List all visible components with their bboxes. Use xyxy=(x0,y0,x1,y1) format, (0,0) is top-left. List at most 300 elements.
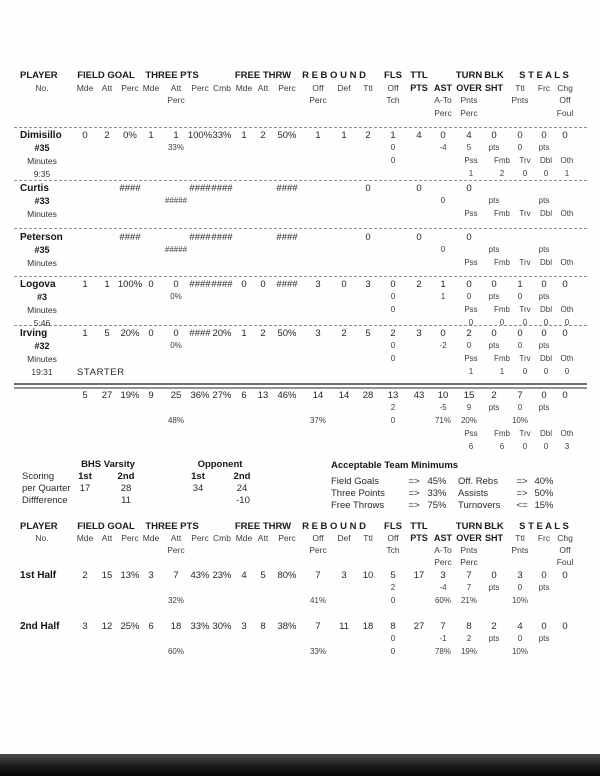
second-half-l0-tp_att: 18 xyxy=(170,621,182,632)
dimisillo-l1-to: 5 xyxy=(466,143,472,152)
header2-l0-name: PLAYER xyxy=(20,521,58,532)
irving-l0-chg: 0 xyxy=(562,328,568,339)
logova-l2-fmb: Fmb xyxy=(494,305,510,314)
first-half-l2-fls: 0 xyxy=(390,596,396,605)
irving-l1-to: 0 xyxy=(466,341,472,350)
header2-l0-grp_stl: S T E A L S xyxy=(519,521,569,532)
logova-l0-chg: 0 xyxy=(562,279,568,290)
curtis-l2-dbl: Dbl xyxy=(539,209,552,218)
totals-l3-trv: Trv xyxy=(519,429,531,438)
totals-l1-ast: -5 xyxy=(439,403,447,412)
header1-l1-rb_off: Off xyxy=(312,82,324,93)
second-half-l0-frc: 0 xyxy=(541,621,547,632)
curtis-l0-to: 0 xyxy=(466,183,472,194)
irving-l0-ft_perc: 50% xyxy=(277,328,297,339)
header1-l0-grp_fg: FIELD GOAL xyxy=(77,70,135,81)
peterson-l0-tp_perc: #### xyxy=(189,232,211,243)
dimisillo-l0-fls: 1 xyxy=(390,130,396,141)
page-bottom-bar xyxy=(0,754,600,776)
totals-l0-ft_mde: 6 xyxy=(241,390,247,401)
minimum-op2-0: => xyxy=(516,476,528,487)
totals-l2-fls: 0 xyxy=(390,416,396,425)
totals-l0-fls: 13 xyxy=(387,390,399,401)
second-half-l0-fg_mde: 3 xyxy=(82,621,88,632)
header2-l1-tp_cmb: Cmb xyxy=(213,533,231,543)
logova-l0-ast: 1 xyxy=(440,279,446,290)
row-divider-dashed xyxy=(14,127,587,128)
second-half-l0-ft_perc: 38% xyxy=(277,621,297,632)
header1-l1-tp_cmb: Cmb xyxy=(213,82,231,93)
irving-l0-rb_off: 3 xyxy=(315,328,321,339)
dimisillo-l0-tp_cmb: 33% xyxy=(212,130,232,141)
peterson-l2-sub: Minutes xyxy=(27,258,57,268)
header1-l1-tp_mde: Mde xyxy=(142,82,160,93)
peterson-l2-oth: Oth xyxy=(560,258,574,267)
logova-l2-trv: Trv xyxy=(519,305,531,314)
first-half-l0-fg_att: 15 xyxy=(101,570,113,581)
second-half-l1-fls: 0 xyxy=(390,634,396,643)
first-half-l0-frc: 0 xyxy=(541,570,547,581)
totals-l2-ast: 71% xyxy=(434,416,451,425)
header2-l1-fg_perc: Perc xyxy=(121,533,139,543)
irving-l3-sub: 19:31 xyxy=(31,367,53,377)
dimisillo-l1-ast: -4 xyxy=(439,143,447,152)
scoring-row-label-0: Scoring xyxy=(22,471,55,482)
curtis-l0-rb_ttl: 0 xyxy=(365,183,371,194)
first-half-l0-ft_mde: 4 xyxy=(241,570,247,581)
dimisillo-l0-rb_ttl: 2 xyxy=(365,130,371,141)
first-half-l1-to: 7 xyxy=(466,583,472,592)
second-half-l1-ast: -1 xyxy=(439,634,447,643)
totals-l3-dbl: Dbl xyxy=(539,429,552,438)
peterson-l0-ft_perc: #### xyxy=(276,232,298,243)
second-half-l0-pts: 27 xyxy=(413,621,425,632)
dimisillo-l3-pss: 1 xyxy=(468,169,474,178)
curtis-l1-tp_att: ##### xyxy=(164,196,188,205)
header1-l2-to: Pnts xyxy=(460,95,478,105)
logova-l3-dbl: 0 xyxy=(543,318,549,327)
logova-l0-tp_att: 0 xyxy=(173,279,179,290)
scoring-col-label-2: 1st xyxy=(191,471,205,482)
dimisillo-l2-pss: Pss xyxy=(464,156,478,165)
totals-l4-trv: 0 xyxy=(522,442,528,451)
totals-double-rule xyxy=(14,383,587,389)
minimum-op-2: => xyxy=(408,500,420,511)
dimisillo-l0-name: Dimisillo xyxy=(20,130,62,141)
header1-l3-ast: Perc xyxy=(434,107,452,118)
totals-l1-stl: 0 xyxy=(517,403,523,412)
totals-l2-to: 20% xyxy=(460,416,477,425)
totals-l1-frc: pts xyxy=(538,403,550,412)
irving-l0-frc: 0 xyxy=(541,328,547,339)
logova-l0-to: 0 xyxy=(466,279,472,290)
totals-l0-ft_att: 13 xyxy=(257,390,269,401)
header1-l1-ft_perc: Perc xyxy=(278,82,296,93)
dimisillo-l0-blk: 0 xyxy=(491,130,497,141)
dimisillo-l0-fg_perc: 0% xyxy=(123,130,137,141)
logova-l1-sub: #3 xyxy=(36,292,47,302)
second-half-l0-to: 8 xyxy=(466,621,472,632)
header1-l0-grp_tp: THREE PTS xyxy=(145,70,199,81)
header2-l0-blk: BLK xyxy=(484,521,504,532)
totals-l0-tp_att: 25 xyxy=(170,390,182,401)
logova-l2-sub: Minutes xyxy=(27,305,57,315)
dimisillo-l0-tp_mde: 1 xyxy=(148,130,154,141)
totals-l4-fmb: 6 xyxy=(499,442,505,451)
dimisillo-l1-blk: pts xyxy=(488,143,500,152)
scoring-row-label-1: per Quarter xyxy=(22,483,71,494)
header1-l0-blk: BLK xyxy=(484,70,504,81)
header1-l1-ft_att: Att xyxy=(257,82,269,93)
dimisillo-l2-fls: 0 xyxy=(390,156,396,165)
header1-l1-frc: Frc xyxy=(537,82,551,93)
irving-l1-frc: pts xyxy=(538,341,550,350)
second-half-l1-blk: pts xyxy=(488,634,500,643)
header1-l2-tp_att: Perc xyxy=(167,95,185,105)
minimum-label2-2: Turnovers xyxy=(458,500,501,511)
header2-l0-grp_rb: R E B O U N D xyxy=(302,521,366,532)
header2-l1-ft_att: Att xyxy=(257,533,269,543)
second-half-l2-tp_att: 60% xyxy=(167,647,184,656)
header2-l1-tp_att: Att xyxy=(170,533,182,543)
logova-l0-tp_cmb: #### xyxy=(211,279,233,290)
curtis-l1-ast: 0 xyxy=(440,196,446,205)
peterson-l2-fmb: Fmb xyxy=(494,258,510,267)
dimisillo-l0-to: 4 xyxy=(466,130,472,141)
second-half-l0-fls: 8 xyxy=(390,621,396,632)
totals-l0-rb_off: 14 xyxy=(312,390,324,401)
first-half-l0-name: 1st Half xyxy=(20,570,57,581)
logova-l0-ft_att: 0 xyxy=(260,279,266,290)
first-half-l0-ft_perc: 80% xyxy=(277,570,297,581)
irving-l3-fmb: 1 xyxy=(499,367,505,376)
logova-l1-ast: 1 xyxy=(440,292,446,301)
totals-l3-oth: Oth xyxy=(560,429,574,438)
totals-l4-pss: 6 xyxy=(468,442,474,451)
second-half-l0-tp_perc: 33% xyxy=(190,621,210,632)
totals-l2-tp_att: 48% xyxy=(167,416,184,425)
logova-l2-oth: Oth xyxy=(560,305,574,314)
dimisillo-l2-sub: Minutes xyxy=(27,156,57,166)
curtis-l2-trv: Trv xyxy=(519,209,531,218)
quarter-value-2: 34 xyxy=(192,483,204,494)
dimisillo-l0-ft_att: 2 xyxy=(260,130,266,141)
first-half-l1-fls: 2 xyxy=(390,583,396,592)
header1-l1-fg_mde: Mde xyxy=(76,82,94,93)
dimisillo-l3-sub: 9:35 xyxy=(33,169,51,179)
minimum-op-0: => xyxy=(408,476,420,487)
totals-l0-frc: 0 xyxy=(541,390,547,401)
minimum-label-2: Free Throws xyxy=(331,500,385,511)
minimum-op2-1: => xyxy=(516,488,528,499)
header2-l1-chg: Chg xyxy=(557,533,573,543)
totals-l2-rb_off: 37% xyxy=(309,416,326,425)
quarter-value-1: 28 xyxy=(120,483,132,494)
dimisillo-l0-fg_att: 2 xyxy=(104,130,110,141)
first-half-l0-fg_perc: 13% xyxy=(120,570,140,581)
logova-l0-frc: 0 xyxy=(541,279,547,290)
peterson-l1-sub: #35 xyxy=(34,245,50,255)
header1-l1-blk: SHT xyxy=(485,82,503,93)
header2-l1-ast: AST xyxy=(434,533,452,543)
irving-l3-oth: 0 xyxy=(564,367,570,376)
curtis-l2-sub: Minutes xyxy=(27,209,57,219)
logova-l0-rb_def: 0 xyxy=(341,279,347,290)
dimisillo-l0-rb_off: 1 xyxy=(315,130,321,141)
totals-l1-blk: pts xyxy=(488,403,500,412)
peterson-l0-to: 0 xyxy=(466,232,472,243)
irving-l0-fg_mde: 1 xyxy=(82,328,88,339)
peterson-l2-trv: Trv xyxy=(519,258,531,267)
dimisillo-l0-tp_perc: 100% xyxy=(187,130,213,141)
first-half-l1-blk: pts xyxy=(488,583,500,592)
peterson-l2-pss: Pss xyxy=(464,258,478,267)
header2-l0-to: TURN xyxy=(455,521,483,532)
first-half-l2-rb_off: 41% xyxy=(309,596,326,605)
header1-l1-tp_att: Att xyxy=(170,82,182,93)
header2-l1-rb_ttl: Ttl xyxy=(363,533,373,543)
minimum-label-1: Three Points xyxy=(331,488,385,499)
totals-l0-rb_ttl: 28 xyxy=(362,390,374,401)
header2-l1-pts: PTS xyxy=(410,533,428,543)
first-half-l0-tp_cmb: 23% xyxy=(212,570,232,581)
scoring-row-label-2: Diffference xyxy=(22,495,68,506)
logova-l0-blk: 0 xyxy=(491,279,497,290)
curtis-l0-ft_perc: #### xyxy=(276,183,298,194)
second-half-l2-ast: 78% xyxy=(434,647,451,656)
first-half-l0-blk: 0 xyxy=(491,570,497,581)
header2-l3-ast: Perc xyxy=(434,557,452,567)
header1-l2-fls: Tch xyxy=(386,95,400,105)
second-half-l0-rb_ttl: 18 xyxy=(362,621,374,632)
minimum-label2-1: Assists xyxy=(458,488,489,499)
logova-l3-fmb: 0 xyxy=(499,318,505,327)
logova-l2-dbl: Dbl xyxy=(539,305,552,314)
scoring-col-label-3: 2nd xyxy=(233,471,251,482)
irving-l0-ft_mde: 1 xyxy=(241,328,247,339)
team1-name: BHS Varsity xyxy=(81,459,135,470)
irving-l0-ast: 0 xyxy=(440,328,446,339)
second-half-l2-fls: 0 xyxy=(390,647,396,656)
logova-l2-pss: Pss xyxy=(464,305,478,314)
header1-l0-to: TURN xyxy=(455,70,483,81)
irving-l2-fmb: Fmb xyxy=(494,354,510,363)
second-half-l1-stl: 0 xyxy=(517,634,523,643)
peterson-l0-tp_cmb: #### xyxy=(211,232,233,243)
totals-l4-oth: 3 xyxy=(564,442,570,451)
totals-l0-fg_att: 27 xyxy=(101,390,113,401)
header2-l1-tp_mde: Mde xyxy=(142,533,160,543)
minimum-label2-0: Off. Rebs xyxy=(458,476,498,487)
peterson-l1-frc: pts xyxy=(538,245,550,254)
first-half-l0-rb_ttl: 10 xyxy=(362,570,374,581)
second-half-l0-fg_att: 12 xyxy=(101,621,113,632)
dimisillo-l0-rb_def: 1 xyxy=(341,130,347,141)
dimisillo-l2-dbl: Dbl xyxy=(539,156,552,165)
peterson-l0-pts: 0 xyxy=(416,232,422,243)
minimum-value-1: 33% xyxy=(427,488,447,499)
header1-l2-ast: A-To xyxy=(434,95,452,105)
first-half-l0-chg: 0 xyxy=(562,570,568,581)
dimisillo-l2-oth: Oth xyxy=(560,156,574,165)
header1-l0-name: PLAYER xyxy=(20,70,58,81)
header1-l0-fls: FLS xyxy=(384,70,402,81)
curtis-l0-fg_perc: #### xyxy=(119,183,141,194)
dimisillo-l0-stl: 0 xyxy=(517,130,523,141)
totals-l0-chg: 0 xyxy=(562,390,568,401)
second-half-l0-tp_cmb: 30% xyxy=(212,621,232,632)
logova-l0-pts: 2 xyxy=(416,279,422,290)
header2-l0-grp_tp: THREE PTS xyxy=(145,521,199,532)
totals-l0-tp_mde: 9 xyxy=(148,390,154,401)
row-divider-dashed xyxy=(14,276,587,277)
dimisillo-l3-oth: 1 xyxy=(564,169,570,178)
second-half-l0-rb_off: 7 xyxy=(315,621,321,632)
totals-l0-rb_def: 14 xyxy=(338,390,350,401)
header2-l3-to: Perc xyxy=(460,557,478,567)
curtis-l0-name: Curtis xyxy=(20,183,49,194)
irving-l2-sub: Minutes xyxy=(27,354,57,364)
header2-l2-chg: Off xyxy=(559,545,571,555)
header2-l0-fls: FLS xyxy=(384,521,402,532)
dimisillo-l1-fls: 0 xyxy=(390,143,396,152)
header1-l3-chg: Foul xyxy=(556,107,574,118)
irving-l0-fls: 2 xyxy=(390,328,396,339)
header2-l0-grp_ft: FREE THRW xyxy=(234,521,292,532)
irving-l0-tp_mde: 0 xyxy=(148,328,154,339)
first-half-l0-ast: 3 xyxy=(440,570,446,581)
logova-l1-blk: pts xyxy=(488,292,500,301)
peterson-l1-blk: pts xyxy=(488,245,500,254)
logova-l0-tp_mde: 0 xyxy=(148,279,154,290)
totals-l1-to: 9 xyxy=(466,403,472,412)
dimisillo-l0-fg_mde: 0 xyxy=(82,130,88,141)
totals-l2-stl: 10% xyxy=(511,416,528,425)
logova-l0-fg_mde: 1 xyxy=(82,279,88,290)
second-half-l0-chg: 0 xyxy=(562,621,568,632)
totals-l0-blk: 2 xyxy=(491,390,497,401)
header2-l1-ft_perc: Perc xyxy=(278,533,296,543)
minimum-value-0: 45% xyxy=(427,476,447,487)
irving-l0-fg_perc: 20% xyxy=(120,328,140,339)
scoring-col-label-0: 1st xyxy=(78,471,92,482)
first-half-l0-fls: 5 xyxy=(390,570,396,581)
first-half-l0-ft_att: 5 xyxy=(260,570,266,581)
totals-l0-tp_cmb: 27% xyxy=(212,390,232,401)
first-half-l1-frc: pts xyxy=(538,583,550,592)
totals-l3-fmb: Fmb xyxy=(494,429,510,438)
irving-l3-trv: 0 xyxy=(522,367,528,376)
first-half-l2-stl: 10% xyxy=(511,596,528,605)
irving-l0-ft_att: 2 xyxy=(260,328,266,339)
logova-l1-frc: pts xyxy=(538,292,550,301)
logova-l3-trv: 0 xyxy=(522,318,528,327)
irving-l2-dbl: Dbl xyxy=(539,354,552,363)
header2-l1-tp_perc: Perc xyxy=(191,533,209,543)
second-half-l0-rb_def: 11 xyxy=(339,621,349,632)
header1-l0-grp_stl: S T E A L S xyxy=(519,70,569,81)
totals-l0-to: 15 xyxy=(463,390,475,401)
header2-l1-rb_def: Def xyxy=(337,533,351,543)
curtis-l1-blk: pts xyxy=(488,196,500,205)
quarter-value-3: 24 xyxy=(236,483,248,494)
totals-l0-fg_perc: 19% xyxy=(120,390,140,401)
second-half-l1-frc: pts xyxy=(538,634,550,643)
first-half-l2-tp_att: 32% xyxy=(167,596,184,605)
dimisillo-l3-fmb: 2 xyxy=(499,169,505,178)
header2-l2-rb_off: Perc xyxy=(309,545,327,555)
logova-l0-fls: 0 xyxy=(390,279,396,290)
header1-l1-fg_att: Att xyxy=(101,82,113,93)
totals-l0-pts: 43 xyxy=(413,390,425,401)
second-half-l0-name: 2nd Half xyxy=(20,621,60,632)
first-half-l0-tp_att: 7 xyxy=(173,570,179,581)
team2-name: Opponent xyxy=(197,459,243,470)
header2-l1-fls: Off xyxy=(387,533,399,543)
dimisillo-l0-ft_mde: 1 xyxy=(241,130,247,141)
header1-l1-ft_mde: Mde xyxy=(235,82,253,93)
header2-l1-stl: Ttl xyxy=(515,533,525,543)
first-half-l0-tp_mde: 3 xyxy=(148,570,154,581)
curtis-l0-pts: 0 xyxy=(416,183,422,194)
second-half-l0-ast: 7 xyxy=(440,621,446,632)
totals-l3-pss: Pss xyxy=(464,429,478,438)
peterson-l0-fg_perc: #### xyxy=(119,232,141,243)
curtis-l0-tp_perc: #### xyxy=(189,183,211,194)
first-half-l0-rb_def: 3 xyxy=(341,570,347,581)
logova-l0-fg_att: 1 xyxy=(104,279,110,290)
first-half-l0-to: 7 xyxy=(466,570,472,581)
dimisillo-l3-dbl: 0 xyxy=(543,169,549,178)
irving-l1-sub: #32 xyxy=(34,341,50,351)
minimum-value2-0: 40% xyxy=(534,476,554,487)
first-half-l2-ast: 60% xyxy=(434,596,451,605)
logova-l0-rb_ttl: 3 xyxy=(365,279,371,290)
curtis-l2-oth: Oth xyxy=(560,209,574,218)
irving-l1-blk: pts xyxy=(488,341,500,350)
minimum-value2-2: 15% xyxy=(534,500,554,511)
second-half-l2-to: 19% xyxy=(460,647,477,656)
irving-l0-tp_perc: #### xyxy=(189,328,211,339)
scoring-col-label-1: 2nd xyxy=(117,471,135,482)
first-half-l2-to: 21% xyxy=(460,596,477,605)
header1-l1-pts: PTS xyxy=(410,82,428,93)
header2-l2-stl: Pnts xyxy=(511,545,529,555)
header2-l1-fg_mde: Mde xyxy=(76,533,94,543)
logova-l0-tp_perc: #### xyxy=(189,279,211,290)
header1-l0-grp_ft: FREE THRW xyxy=(234,70,292,81)
header1-l1-rb_def: Def xyxy=(337,82,351,93)
first-half-l1-ast: -4 xyxy=(439,583,447,592)
irving-l2-trv: Trv xyxy=(519,354,531,363)
first-half-l0-stl: 3 xyxy=(517,570,523,581)
header2-l1-fg_att: Att xyxy=(101,533,113,543)
irving-l3-dbl: 0 xyxy=(543,367,549,376)
dimisillo-l0-tp_att: 1 xyxy=(173,130,179,141)
irving-l0-name: Irving xyxy=(20,328,48,339)
header1-l1-ast: AST xyxy=(434,82,452,93)
header1-l1-rb_ttl: Ttl xyxy=(363,82,373,93)
dimisillo-l1-tp_att: 33% xyxy=(167,143,184,152)
header2-l1-ft_mde: Mde xyxy=(235,533,253,543)
totals-l0-ft_perc: 46% xyxy=(277,390,297,401)
logova-l0-rb_off: 3 xyxy=(315,279,321,290)
dimisillo-l1-sub: #35 xyxy=(34,143,50,153)
peterson-l1-tp_att: ##### xyxy=(164,245,188,254)
curtis-l1-frc: pts xyxy=(538,196,550,205)
dimisillo-l0-pts: 4 xyxy=(416,130,422,141)
logova-l1-stl: 0 xyxy=(517,292,523,301)
